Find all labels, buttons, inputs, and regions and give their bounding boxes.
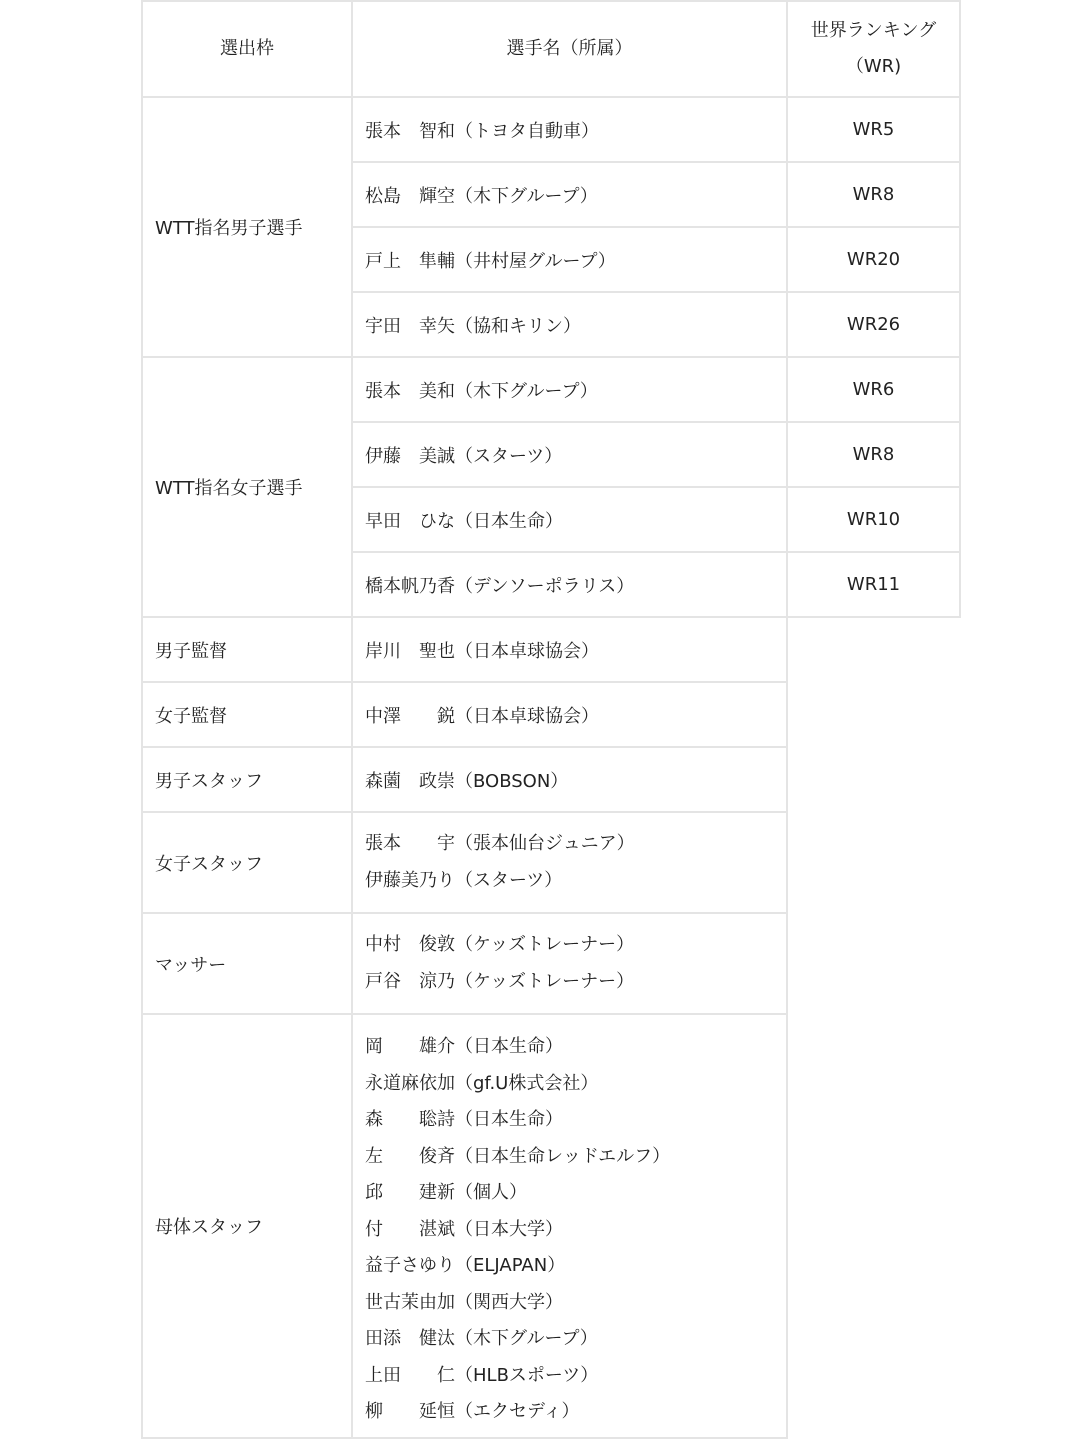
staff-name: 戸谷 涼乃（ケッズトレーナー）	[365, 970, 635, 992]
staff-name: 中村 俊敦（ケッズトレーナー）	[365, 934, 635, 955]
player-name: 早田 ひな（日本生命）	[352, 487, 787, 552]
staff-names	[352, 1014, 787, 1438]
header-row	[142, 1, 960, 97]
staff-name: 張本 宇（張本仙台ジュニア）	[365, 833, 635, 854]
player-rank: WR26	[787, 292, 960, 357]
staff-name: 岸川 聖也（日本卓球協会）	[352, 617, 787, 682]
player-name: 戸上 隼輔（井村屋グループ）	[352, 227, 787, 292]
staff-name: 中澤 鋭（日本卓球協会）	[352, 682, 787, 747]
table-row	[142, 357, 960, 422]
player-rank: WR6	[787, 357, 960, 422]
player-name: 橋本帆乃香（デンソーポラリス）	[352, 552, 787, 617]
staff-names	[352, 812, 787, 913]
staff-name: 柳 延恒（エクセディ）	[365, 1401, 580, 1422]
category-cell: WTT指名女子選手	[142, 357, 352, 617]
empty-cell	[787, 617, 960, 1438]
staff-name: 上田 仁（HLBスポーツ）	[365, 1364, 599, 1386]
staff-name: 森薗 政崇（BOBSON）	[352, 747, 787, 812]
staff-name: 付 湛斌（日本大学）	[365, 1218, 563, 1240]
staff-name: 世古茉由加（関西大学）	[365, 1291, 563, 1313]
header-ranking	[787, 1, 960, 97]
category-cell: 男子スタッフ	[142, 747, 352, 812]
category-cell: 女子監督	[142, 682, 352, 747]
category-cell: マッサー	[142, 913, 352, 1014]
roster-table	[141, 0, 961, 1439]
player-rank: WR8	[787, 162, 960, 227]
staff-name: 田添 健汰（木下グループ）	[365, 1328, 598, 1349]
staff-name: 益子さゆり（ELJAPAN）	[365, 1255, 566, 1276]
player-rank: WR20	[787, 227, 960, 292]
header-category: 選出枠	[142, 1, 352, 97]
player-name: 宇田 幸矢（協和キリン）	[352, 292, 787, 357]
table-row	[142, 97, 960, 162]
staff-names	[352, 913, 787, 1014]
header-name: 選手名（所属）	[352, 1, 787, 97]
table-row	[142, 617, 960, 682]
staff-name: 邱 建新（個人）	[365, 1182, 527, 1203]
category-cell: 母体スタッフ	[142, 1014, 352, 1438]
player-rank: WR10	[787, 487, 960, 552]
header-ranking-line2: （WR)	[845, 56, 902, 77]
player-name: 伊藤 美誠（スターツ）	[352, 422, 787, 487]
staff-name: 岡 雄介（日本生命）	[365, 1036, 563, 1057]
header-ranking-line1: 世界ランキング	[810, 19, 937, 41]
staff-name: 永道麻依加（gf.U株式会社）	[365, 1072, 599, 1094]
category-cell: 男子監督	[142, 617, 352, 682]
staff-name: 左 俊斉（日本生命レッドエルフ）	[365, 1145, 671, 1167]
player-rank: WR5	[787, 97, 960, 162]
staff-name: 伊藤美乃り（スターツ）	[365, 869, 563, 891]
player-name: 張本 智和（トヨタ自動車）	[352, 97, 787, 162]
category-cell: WTT指名男子選手	[142, 97, 352, 357]
player-name: 張本 美和（木下グループ）	[352, 357, 787, 422]
player-rank: WR11	[787, 552, 960, 617]
category-cell: 女子スタッフ	[142, 812, 352, 913]
player-rank: WR8	[787, 422, 960, 487]
staff-name: 森 聡詩（日本生命）	[365, 1109, 563, 1130]
player-name: 松島 輝空（木下グループ）	[352, 162, 787, 227]
